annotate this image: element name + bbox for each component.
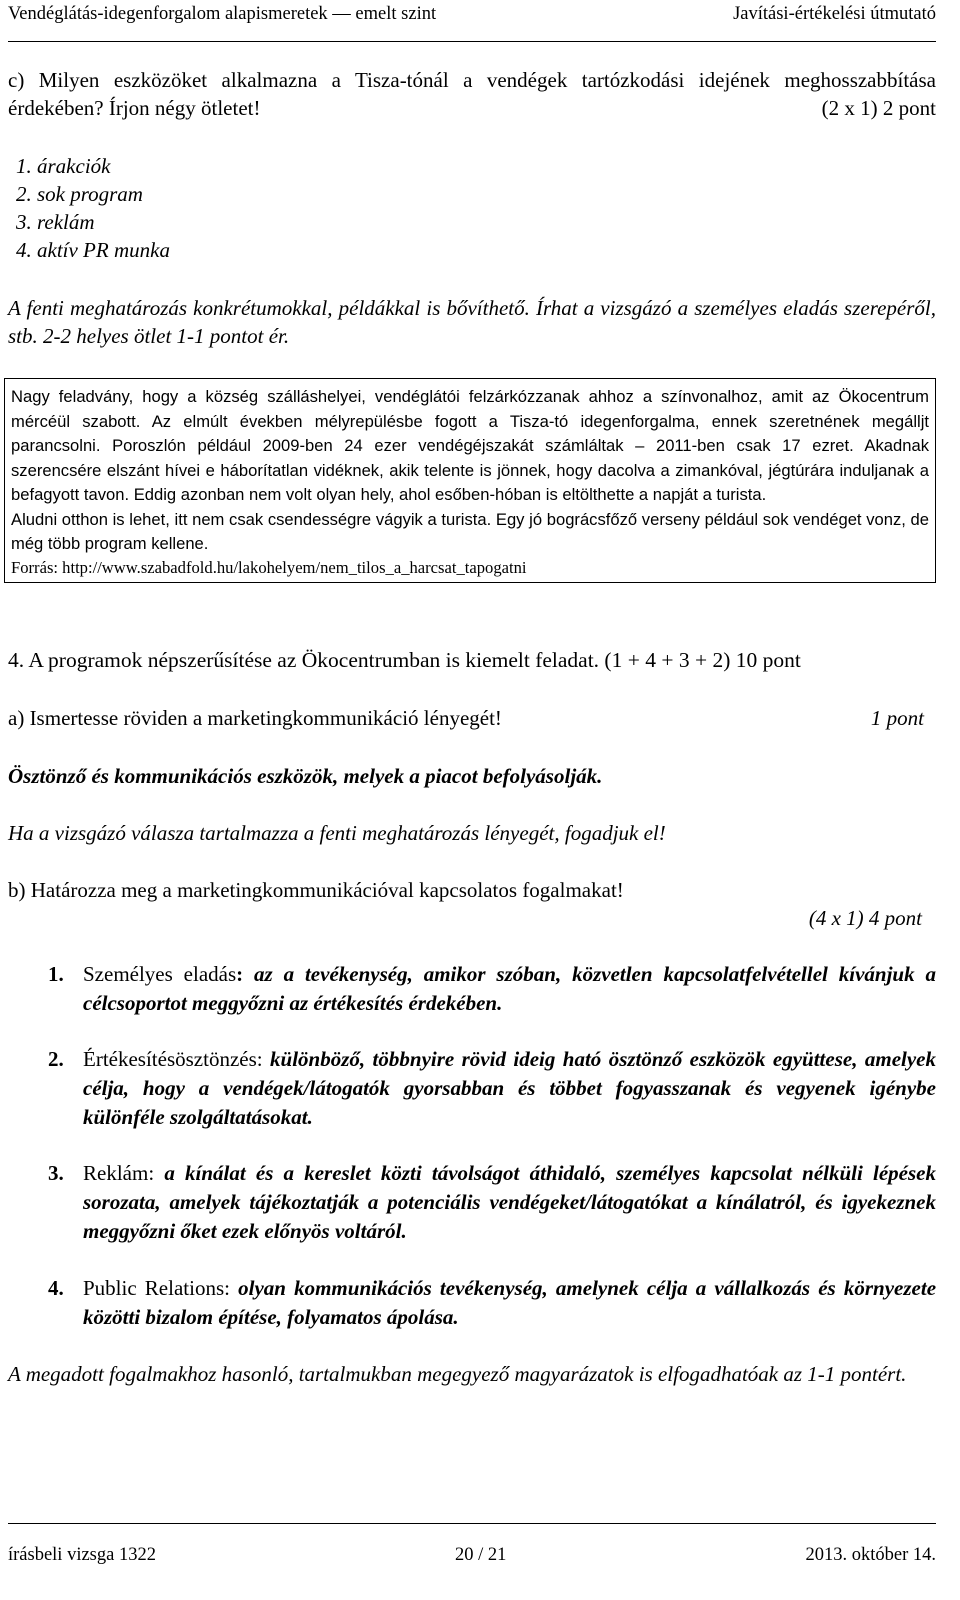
definition-number: 1. [48,962,64,986]
definition-number: 2. [48,1047,64,1071]
definition-text: olyan kommunikációs tevékenység, amelynek célja a vállalkozás és környezete közötti bizalom építése, folyamatos ápolása. [83,1276,937,1329]
header-title: Vendéglátás-idegenforgalom alapismeretek — emelt szint [8,4,437,24]
page-footer [8,1545,936,1571]
definition-text: különböző, többnyire rövid ideig ható ösztönző eszközök együttese, amelyek célja, hogy a vendégek/látogatók gyorsabban és többet fogyasszanak és vegyenek igénybe különféle szolgáltatásokat. [83,1047,936,1129]
definition-item: 1. Személyes eladás: az a tevékenység, amikor szóban, közvetlen kapcsolatfelvétellel kívánjuk a célcsoportot meggyőzni az értékesítés érdekében. [8,960,936,1018]
box-source: Forrás: http://www.szabadfold.hu/lakohelyem/nem_tilos_a_harcsat_tapogatni [11,557,527,577]
footer-page-number: 20 / 21 [455,1545,507,1565]
definition-item: 2. Értékesítésösztönzés: különböző, többnyire rövid ideig ható ösztönző eszközök együttese, amelyek célja, hogy a vendégek/látogatók gyorsabban és többet fogyasszanak és vegyenek igénybe különféle szolgáltatásokat. [8,1045,936,1132]
question-c-note: A fenti meghatározás konkrétumokkal, példákkal is bővíthető. Írhat a vizsgázó a személyes eladás szerepéről, stb. 2-2 helyes ötlet 1-1 pontot ér. [8,296,936,348]
question-4b-points: (4 x 1) 4 pont [808,906,922,930]
box-paragraph-2: Aludni otthon is lehet, itt nem csak csendességre vágyik a turista. Egy jó bográcsfőző verseny például sok vendéget vonz, de még több program kellene. [11,509,929,553]
question-4b-text: b) Határozza meg a marketingkommunikációval kapcsolatos fogalmakat! [8,878,624,902]
definition-term: Értékesítésösztönzés [83,1047,257,1071]
answer-item: 1. árakciók [16,154,111,178]
answer-item: 3. reklám [16,210,95,234]
question-4a-points: 1 pont [870,706,924,730]
definition-item: 3. Reklám: a kínálat és a kereslet közti távolságot áthidaló, személyes kapcsolat nélküli lépések sorozata, amelyek tájékoztatják a potenciális vendégeket/látogatókat a kínálatról, és igyekeznek meggyőzni őket ezek előnyös voltáról. [8,1159,936,1246]
box-paragraph-1: Nagy feladvány, hogy a község szálláshelyei, vendéglátói felzárkózzanak ahhoz a színvonalhoz, amit az Ökocentrum mércéül szabott. Az elmúlt években mélyrepülésbe fogott a Tisza-tó idegenforgalma, ennek szeretnének megálljt parancsolni. Poroszlón például 2009-ben 24 ezer vendégéjszakát számláltak – 2011-ben csak 17 ezret. Akadnak szerencsére elszánt hívei e háborítatlan vidéknek, akik telente is jönnek, hogy dacolva a zimankóval, jégtúrára induljanak a befagyott tavon. Eddig azonban nem volt olyan hely, ahol esőben-hóban is eltölthette a napját a turista. [11,387,929,504]
definition-term: Reklám [83,1161,149,1185]
header-subtitle: Javítási-értékelési útmutató [733,4,936,24]
question-4a-text: a) Ismertesse röviden a marketingkommunikáció lényegét! [8,706,502,730]
answer-item: 2. sok program [16,182,143,206]
definition-text: a kínálat és a kereslet közti távolságot áthidaló, személyes kapcsolat nélküli lépések sorozata, amelyek tájékoztatják a potenciális vendégeket/látogatókat a kínálatról, és igyekeznek meggyőzni őket ezek előnyös voltáról. [83,1161,936,1243]
question-c-answers [8,152,936,264]
footer-exam-id: írásbeli vizsga 1322 [8,1545,156,1565]
footer-date: 2013. október 14. [805,1545,936,1565]
definition-number: 3. [48,1161,64,1185]
definition-term: Public Relations [83,1276,225,1300]
question-4a [8,704,936,732]
question-c-text: c) Milyen eszközöket alkalmazna a Tisza-tónál a vendégek tartózkodási idejének meghosszabbítása érdekében? Írjon négy ötletet! (2 x 1) 2 pont [8,68,936,120]
header-divider [8,41,936,42]
question-4a-note: Ha a vizsgázó válasza tartalmazza a fenti meghatározás lényegét, fogadjuk el! [8,821,666,845]
answer-item: 4. aktív PR munka [16,238,170,262]
question-4b-note: A megadott fogalmakhoz hasonló, tartalmukban megegyező magyarázatok is elfogadhatóak az 1-1 pontért. [8,1362,907,1386]
question-4a-answer: Ösztönző és kommunikációs eszközök, melyek a piacot befolyásolják. [8,764,603,788]
footer-divider [8,1523,936,1524]
page-header [8,4,936,30]
question-4-title: 4. A programok népszerűsítése az Ökocentrumban is kiemelt feladat. (1 + 4 + 3 + 2) 10 pont [8,648,801,672]
definition-text: az a tevékenység, amikor szóban, közvetlen kapcsolatfelvétellel kívánjuk a célcsoportot meggyőzni az értékesítés érdekében. [83,962,936,1015]
definition-item: 4. Public Relations: olyan kommunikációs tevékenység, amelynek célja a vállalkozás és környezete közötti bizalom építése, folyamatos ápolása. [8,1274,936,1332]
question-c [8,66,936,122]
question-c-points: (2 x 1) 2 pont [821,96,936,120]
definition-number: 4. [48,1276,64,1300]
definition-term: Személyes eladás [83,962,237,986]
source-text-box [4,378,936,583]
